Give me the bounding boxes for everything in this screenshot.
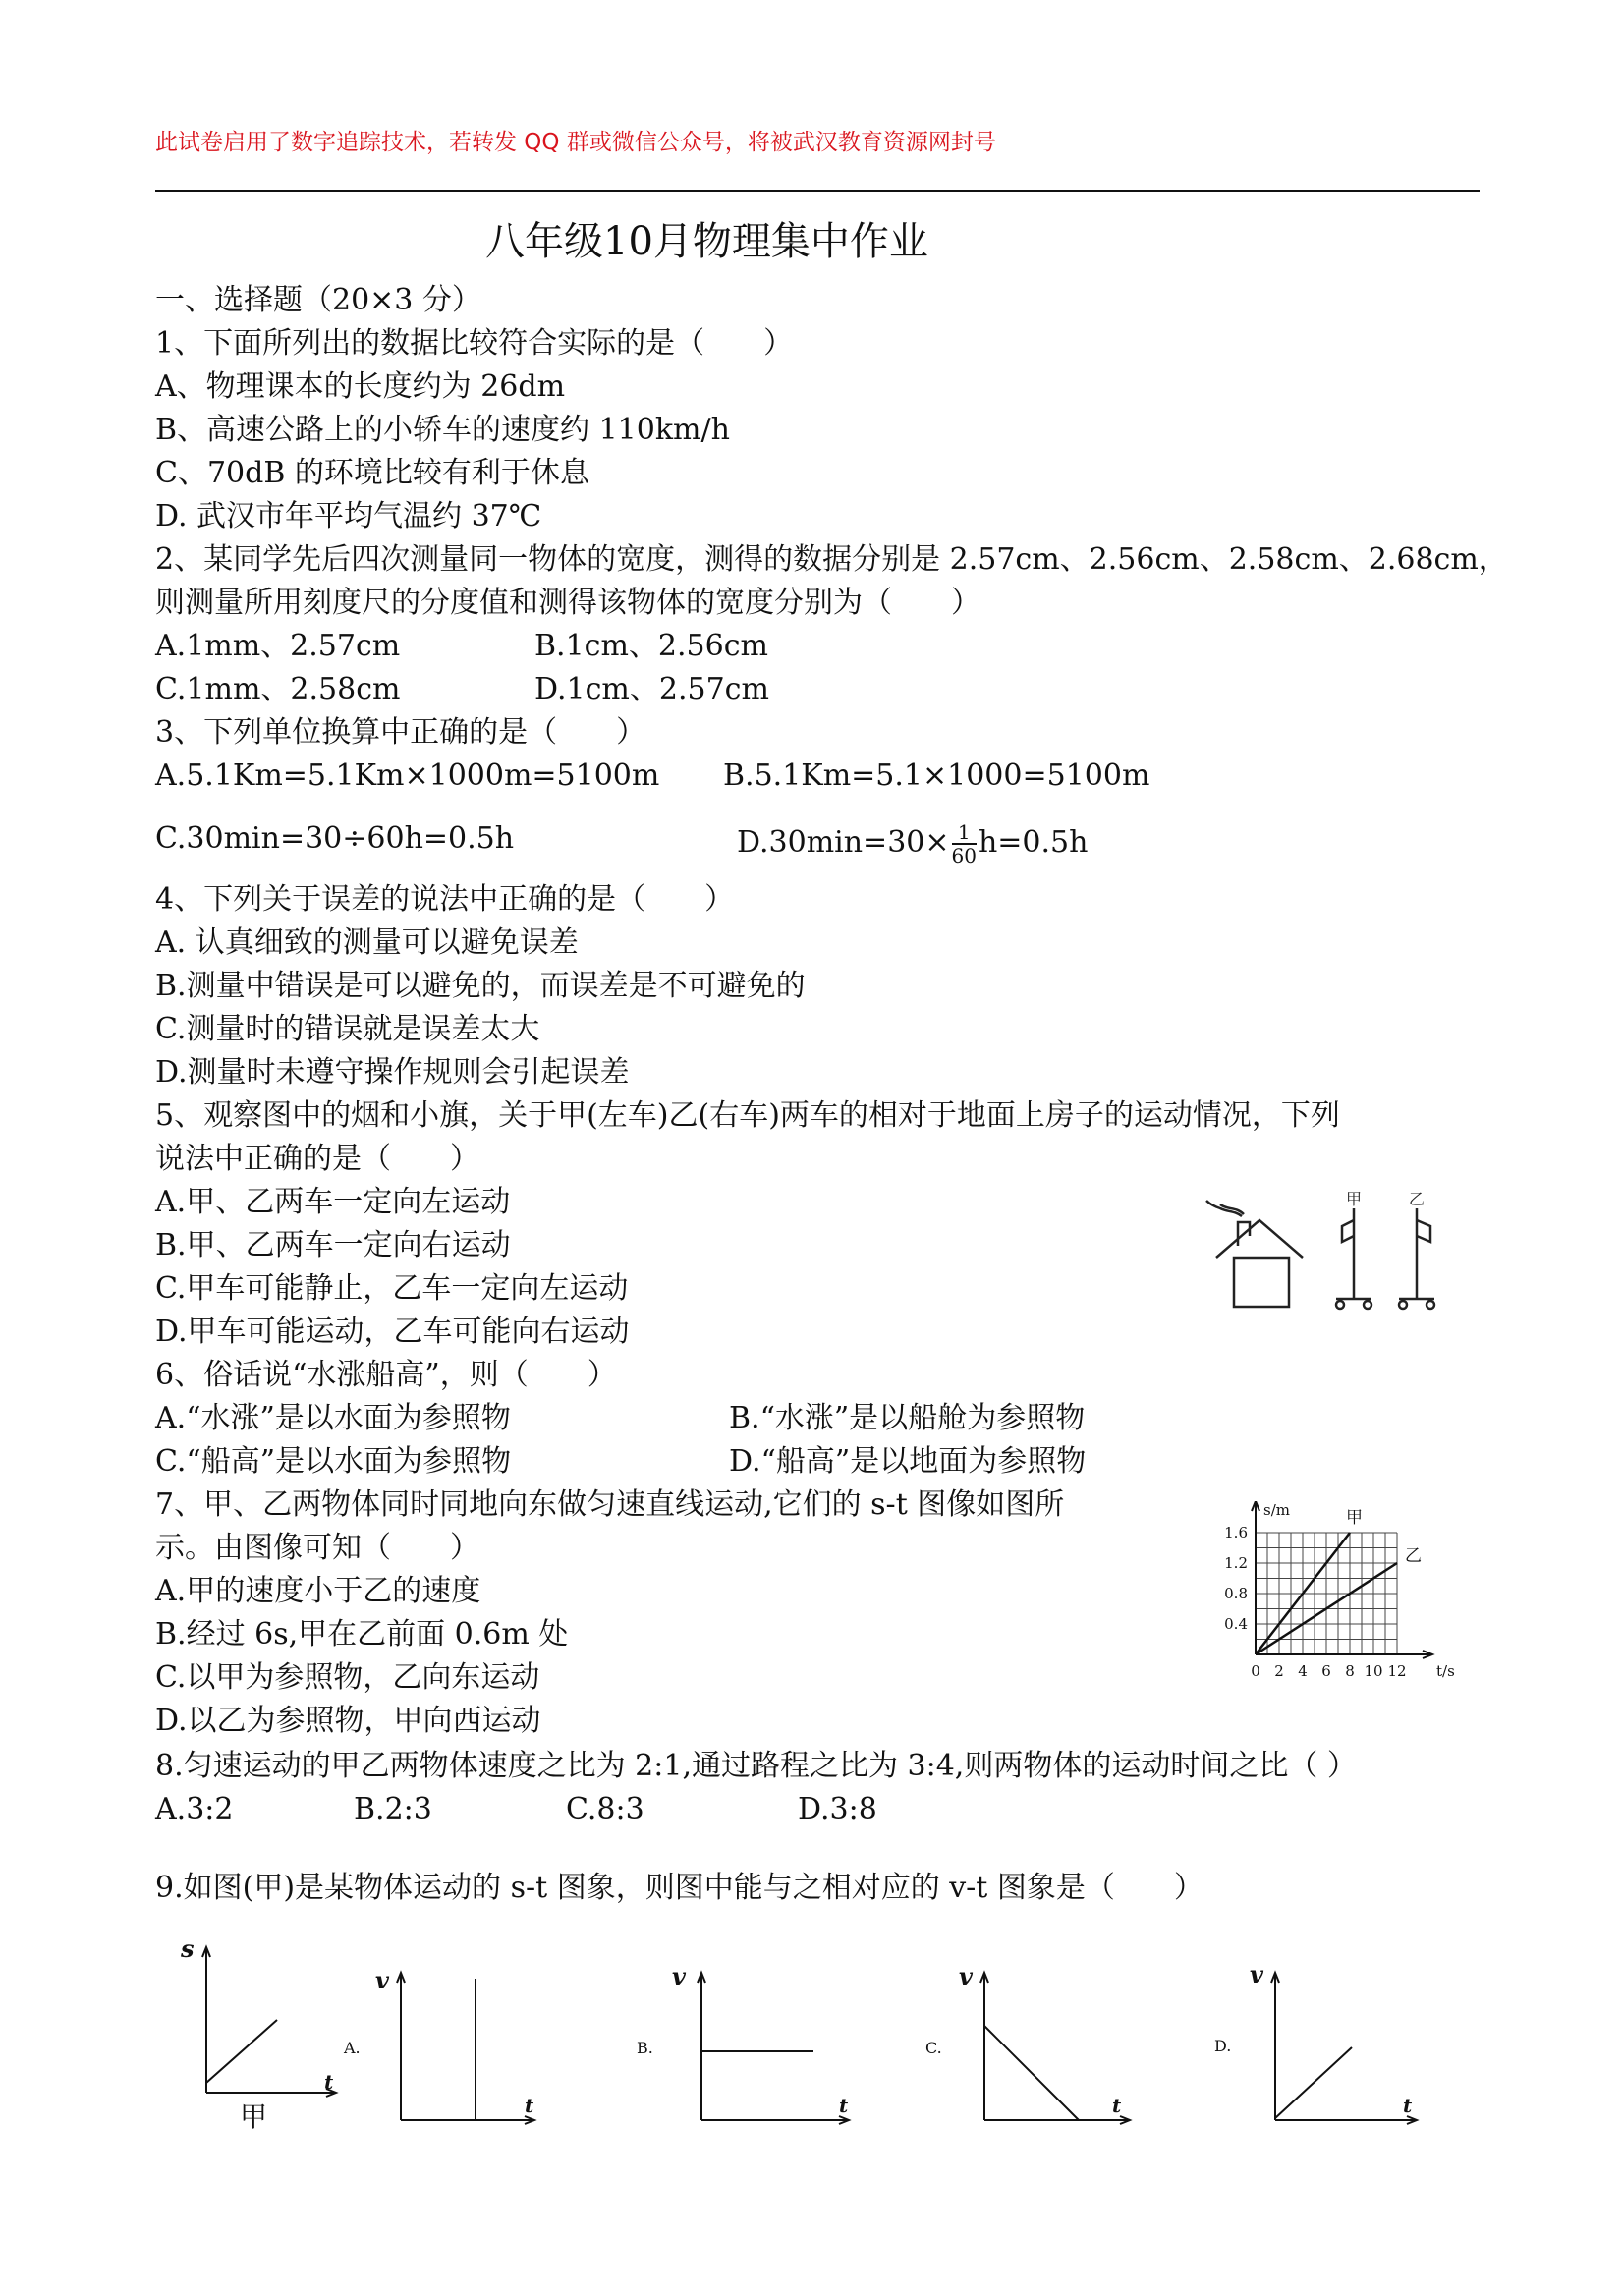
q2-stem-line2: 则测量所用刻度尺的分度值和测得该物体的宽度分别为（ ）	[155, 586, 980, 620]
q8-stem: 8.匀速运动的甲乙两物体速度之比为 2:1,通过路程之比为 3:4,则两物体的运动时间之比（ ）	[155, 1749, 1357, 1783]
y-tick-label: 0.4	[1224, 1615, 1248, 1633]
q9-graph-c	[980, 1973, 1130, 2124]
q9-b-axis-t: t	[839, 2094, 849, 2117]
q8-option-c: C.8:3	[566, 1792, 644, 1826]
cart-yi-wheel-left	[1399, 1301, 1407, 1309]
q9-c-axis-t: t	[1112, 2094, 1122, 2117]
q9-option-b-label: B.	[637, 2039, 653, 2057]
q3-option-a: A.5.1Km=5.1Km×1000m=5100m	[155, 758, 660, 793]
header-rule	[155, 190, 1480, 192]
q9-stem: 9.如图(甲)是某物体运动的 s-t 图象，则图中能与之相对应的 v-t 图象是（ ）	[155, 1871, 1203, 1905]
cart-yi-wheel-right	[1427, 1301, 1434, 1309]
x-tick-label: 0	[1251, 1662, 1260, 1680]
q2-option-a: A.1mm、2.57cm	[155, 629, 401, 663]
house-roof	[1216, 1220, 1303, 1258]
q5-stem-line2: 说法中正确的是（ ）	[155, 1142, 479, 1176]
q3-d-denominator: 60	[951, 844, 977, 868]
q3-d-suffix: h=0.5h	[978, 825, 1089, 860]
q3-option-c: C.30min=30÷60h=0.5h	[155, 821, 515, 856]
q5-option-c: C.甲车可能静止，乙车一定向左运动	[155, 1271, 629, 1306]
q6-option-d: D.“船高”是以地面为参照物	[729, 1444, 1087, 1479]
q6-option-b: B.“水涨”是以船舱为参照物	[729, 1401, 1086, 1435]
q9-graph-d	[1271, 1973, 1417, 2124]
x-axis-label: t/s	[1436, 1662, 1455, 1680]
page-title: 八年级10月物理集中作业	[485, 219, 928, 264]
q1-option-c: C、70dB 的环境比较有利于休息	[155, 456, 589, 490]
q7-st-chart	[1212, 1501, 1478, 1684]
q7-stem-line2: 示。由图像可知（ ）	[155, 1531, 479, 1565]
cart-jia-wheel-left	[1336, 1301, 1344, 1309]
q2-stem-line1: 2、某同学先后四次测量同一物体的宽度，测得的数据分别是 2.57cm、2.56cm、2.58cm、2.68cm，	[155, 542, 1508, 577]
q9-c-axis-v: v	[959, 1962, 973, 1990]
y-tick-label: 0.8	[1224, 1585, 1248, 1602]
q9-jia-label: 甲	[240, 2100, 268, 2133]
q9-a-axis-t: t	[525, 2094, 534, 2117]
q9-b-axis-v: v	[672, 1962, 686, 1990]
y-tick-label: 1.6	[1224, 1524, 1248, 1541]
q2-option-c: C.1mm、2.58cm	[155, 672, 401, 706]
y-tick-label: 1.2	[1224, 1554, 1248, 1572]
q4-option-b: B.测量中错误是可以避免的，而误差是不可避免的	[155, 969, 806, 1003]
y-axis-label: s/m	[1263, 1501, 1290, 1519]
q4-stem: 4、下列关于误差的说法中正确的是（ ）	[155, 882, 735, 917]
q6-option-c: C.“船高”是以水面为参照物	[155, 1444, 512, 1479]
q9-graphs-figure	[167, 1930, 1434, 2136]
q5-stem-line1: 5、观察图中的烟和小旗，关于甲(左车)乙(右车)两车的相对于地面上房子的运动情况，下列	[155, 1098, 1340, 1133]
cart-jia-label: 甲	[1346, 1191, 1363, 1208]
q8-option-d: D.3:8	[798, 1792, 877, 1826]
q9-option-c-label: C.	[925, 2039, 942, 2057]
q3-option-d	[737, 821, 1088, 867]
q9-a-axis-v: v	[375, 1966, 389, 1994]
q5-option-d: D.甲车可能运动，乙车可能向右运动	[155, 1315, 630, 1349]
q9-option-a-label: A.	[344, 2039, 361, 2057]
cart-yi-flag-icon	[1417, 1220, 1430, 1242]
q4-option-a: A. 认真细致的测量可以避免误差	[155, 925, 579, 960]
q9-graph-a	[397, 1973, 534, 2124]
q3-d-prefix: D.30min=30×	[737, 825, 950, 860]
q5-option-b: B.甲、乙两车一定向右运动	[155, 1228, 511, 1262]
q7-stem-line1: 7、甲、乙两物体同时同地向东做匀速直线运动,它们的 s-t 图像如图所	[155, 1487, 1065, 1522]
q9-graph-jia	[202, 1947, 336, 2097]
q3-d-numerator: 1	[952, 821, 977, 845]
q4-option-d: D.测量时未遵守操作规则会引起误差	[155, 1055, 630, 1090]
q2-option-d: D.1cm、2.57cm	[534, 672, 769, 706]
q9-d-axis-v: v	[1250, 1960, 1263, 1988]
q5-smoke-flag-figure	[1199, 1191, 1454, 1313]
q1-option-b: B、高速公路上的小轿车的速度约 110km/h	[155, 413, 730, 447]
cart-yi-label: 乙	[1409, 1191, 1426, 1208]
q7-option-c: C.以甲为参照物，乙向东运动	[155, 1660, 540, 1695]
series-label-yi: 乙	[1405, 1546, 1422, 1566]
q9-jia-axis-s: s	[181, 1934, 195, 1963]
q3-option-b: B.5.1Km=5.1×1000=5100m	[723, 758, 1150, 793]
cart-jia-flag-icon	[1342, 1220, 1354, 1242]
q4-option-c: C.测量时的错误就是误差太大	[155, 1012, 540, 1046]
q1-stem: 1、下面所列出的数据比较符合实际的是（ ）	[155, 326, 794, 361]
q9-jia-axis-t: t	[324, 2070, 334, 2094]
q9-d-axis-t: t	[1403, 2094, 1413, 2117]
smoke-icon	[1206, 1201, 1244, 1216]
q2-option-b: B.1cm、2.56cm	[534, 629, 768, 663]
q9-option-d-label: D.	[1214, 2037, 1232, 2055]
house-body	[1234, 1258, 1289, 1307]
q7-option-a: A.甲的速度小于乙的速度	[155, 1574, 481, 1608]
section-heading: 一、选择题（20×3 分）	[155, 283, 481, 317]
q6-stem: 6、俗话说“水涨船高”，则（ ）	[155, 1358, 617, 1392]
tracking-notice: 此试卷启用了数字追踪技术，若转发 QQ 群或微信公众号，将被武汉教育资源网封号	[155, 130, 996, 155]
x-tick-label: 8	[1345, 1662, 1355, 1680]
q7-option-b: B.经过 6s,甲在乙前面 0.6m 处	[155, 1617, 569, 1652]
q8-option-b: B.2:3	[354, 1792, 432, 1826]
x-tick-label: 4	[1298, 1662, 1308, 1680]
q3-stem: 3、下列单位换算中正确的是（ ）	[155, 715, 646, 750]
q5-option-a: A.甲、乙两车一定向左运动	[155, 1185, 511, 1219]
series-label-jia: 甲	[1346, 1508, 1363, 1528]
cart-jia-wheel-right	[1364, 1301, 1371, 1309]
x-tick-label: 2	[1274, 1662, 1284, 1680]
x-tick-label: 12	[1387, 1662, 1407, 1680]
q6-option-a: A.“水涨”是以水面为参照物	[155, 1401, 511, 1435]
x-tick-label: 6	[1321, 1662, 1331, 1680]
x-tick-label: 10	[1364, 1662, 1383, 1680]
q1-option-a: A、物理课本的长度约为 26dm	[155, 369, 566, 404]
q1-option-d: D. 武汉市年平均气温约 37℃	[155, 499, 542, 533]
q9-graph-b	[698, 1973, 849, 2124]
q7-option-d: D.以乙为参照物，甲向西运动	[155, 1704, 541, 1738]
q3-d-fraction	[952, 821, 977, 867]
q8-option-a: A.3:2	[155, 1792, 234, 1826]
